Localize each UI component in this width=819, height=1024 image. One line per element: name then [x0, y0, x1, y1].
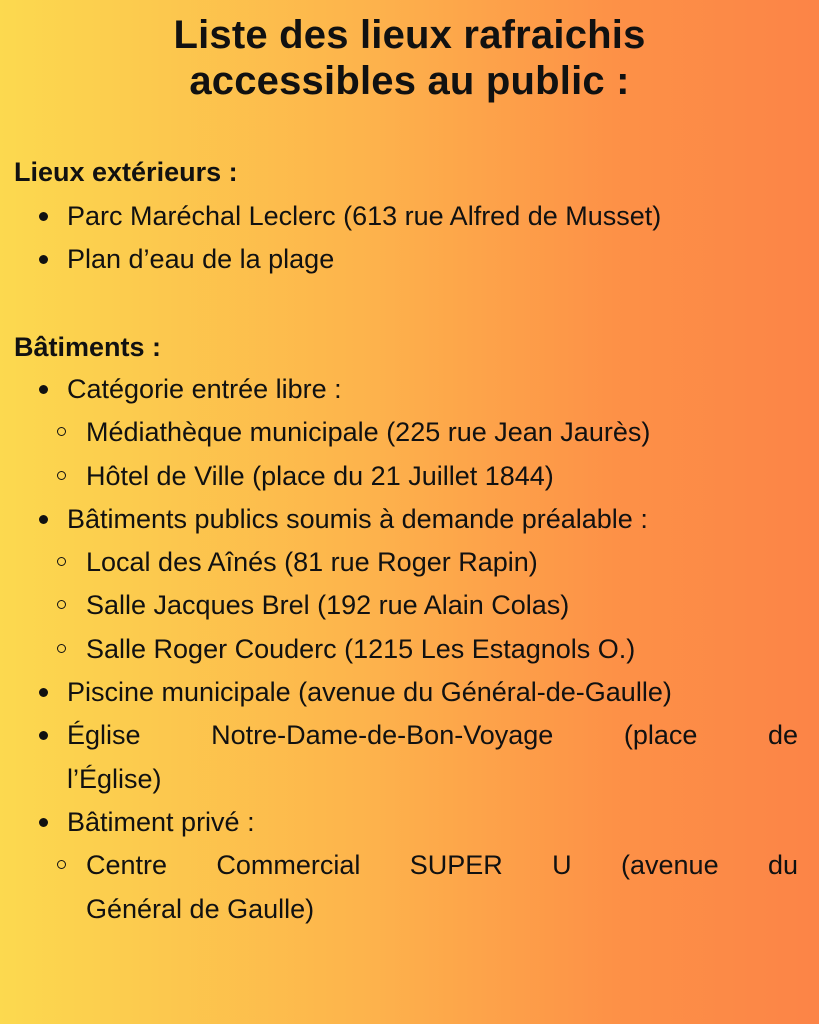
exterieurs-list — [34, 195, 798, 282]
list-item-eglise — [34, 714, 798, 801]
entree-libre-sublist — [34, 411, 798, 498]
sublist-item — [34, 584, 798, 627]
title-line-2: accessibles au public : — [189, 59, 630, 103]
list-item-prive — [34, 801, 798, 931]
list-item-demande-prealable — [34, 498, 798, 671]
sublist-item — [34, 628, 798, 671]
sublist-item — [34, 455, 798, 498]
list-item-entree-libre — [34, 368, 798, 498]
list-item-text: Piscine municipale (avenue du Général-de-Gaulle) — [67, 677, 672, 708]
list-item-text: Parc Maréchal Leclerc (613 rue Alfred de Musset) — [67, 201, 662, 231]
section-heading-exterieurs: Lieux extérieurs : — [14, 157, 238, 187]
sublist-item — [34, 411, 798, 454]
sublist-item-text-line2: Général de Gaulle) — [86, 893, 315, 924]
section-heading-batiments: Bâtiments : — [14, 332, 162, 362]
list-item-text-line2: l’Église) — [67, 763, 162, 794]
sublist-item — [34, 541, 798, 584]
list-item — [34, 238, 798, 281]
list-item-text: Plan d’eau de la plage — [67, 244, 335, 275]
list-item-text: Bâtiment privé : — [67, 806, 255, 837]
list-item-text: Catégorie entrée libre : — [67, 374, 342, 404]
sublist-item-text: Salle Jacques Brel (192 rue Alain Colas) — [86, 590, 570, 621]
sublist-item-text: Médiathèque municipale (225 rue Jean Jaurès) — [86, 417, 651, 448]
list-item-text: Bâtiments publics soumis à demande préalable : — [67, 503, 648, 534]
sublist-item-text: Salle Roger Couderc (1215 Les Estagnols O.) — [86, 633, 636, 664]
title-line-1: Liste des lieux rafraichis — [173, 13, 646, 57]
list-item-piscine — [34, 671, 798, 714]
demande-prealable-sublist — [34, 541, 798, 671]
list-item — [34, 195, 798, 238]
list-item-text-line1: Église Notre-Dame-de-Bon-Voyage (place de — [67, 720, 798, 751]
batiments-list — [34, 368, 798, 931]
sublist-item-text-line1: Centre Commercial SUPER U (avenue du — [86, 850, 798, 881]
sublist-item-text: Hôtel de Ville (place du 21 Juillet 1844) — [86, 460, 554, 491]
sublist-item-text: Local des Aînés (81 rue Roger Rapin) — [86, 547, 538, 578]
sublist-item — [34, 844, 798, 931]
page-title — [0, 12, 819, 104]
prive-sublist — [34, 844, 798, 931]
